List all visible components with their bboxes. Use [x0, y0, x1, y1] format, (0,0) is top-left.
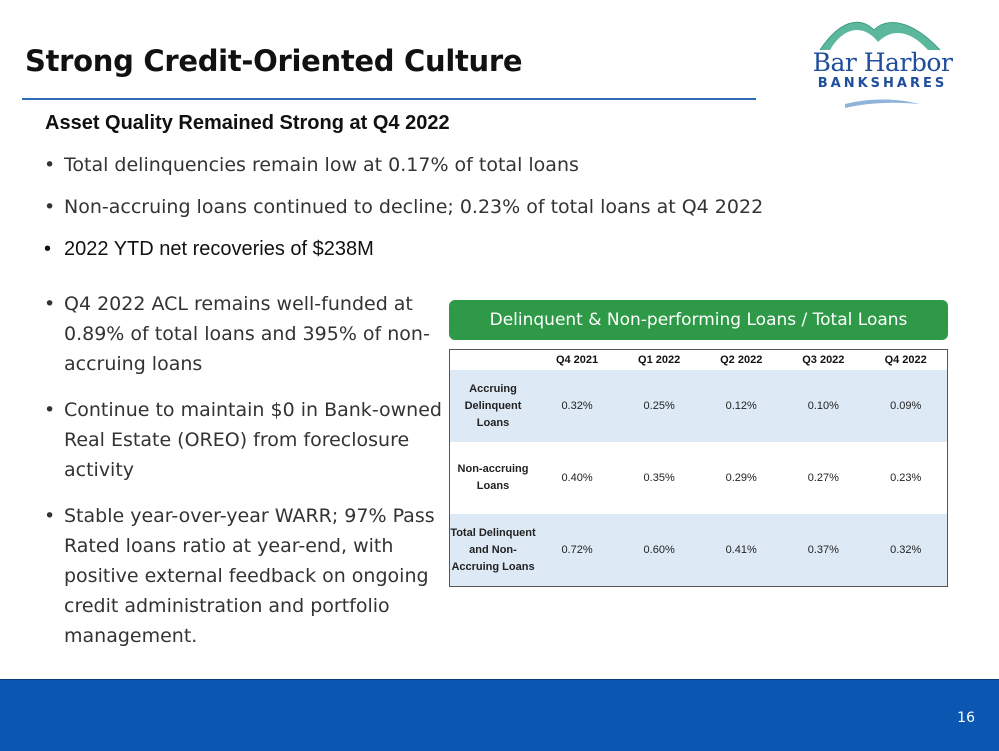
bullet-item: • Total delinquencies remain low at 0.17% of total loans: [42, 150, 842, 180]
loans-table: [449, 349, 948, 587]
table-row: [450, 514, 948, 587]
logo-wordmark: Bar Harbor: [812, 48, 953, 77]
left-bullet-list: [42, 289, 442, 667]
column-header: Q4 2021: [536, 350, 618, 371]
table-cell: 0.40%: [536, 442, 618, 514]
bullet-item: • Q4 2022 ACL remains well-funded at 0.89% of total loans and 395% of non-accruing loans: [42, 289, 442, 379]
table-header-banner: Delinquent & Non-performing Loans / Total Loans: [449, 300, 948, 340]
table-cell: 0.23%: [864, 442, 947, 514]
table-row: [450, 370, 948, 442]
table-row: [450, 442, 948, 514]
table-cell: 0.27%: [782, 442, 864, 514]
column-header: Q1 2022: [618, 350, 700, 371]
table-cell: 0.37%: [782, 514, 864, 587]
bullet-item: • Non-accruing loans continued to decline; 0.23% of total loans at Q4 2022: [42, 192, 842, 222]
row-label: Total Delinquent and Non-Accruing Loans: [450, 514, 537, 587]
page-number: 16: [957, 710, 975, 726]
section-subheading: Asset Quality Remained Strong at Q4 2022: [45, 112, 450, 134]
logo-subwordmark: BANKSHARES: [817, 76, 948, 91]
top-bullet-list: [42, 150, 842, 276]
column-header: Q3 2022: [782, 350, 864, 371]
row-label: Accruing Delinquent Loans: [450, 370, 537, 442]
table-cell: 0.35%: [618, 442, 700, 514]
table-cell: 0.09%: [864, 370, 947, 442]
table-cell: 0.41%: [700, 514, 782, 587]
bullet-item: • Continue to maintain $0 in Bank-owned Real Estate (OREO) from foreclosure activity: [42, 395, 442, 485]
table-cell: 0.72%: [536, 514, 618, 587]
table-cell: 0.32%: [536, 370, 618, 442]
footer-bar: [0, 679, 999, 751]
column-header: [450, 350, 537, 371]
table-cell: 0.60%: [618, 514, 700, 587]
column-header: Q2 2022: [700, 350, 782, 371]
company-logo: [800, 14, 965, 114]
table-cell: 0.25%: [618, 370, 700, 442]
table-cell: 0.29%: [700, 442, 782, 514]
bullet-item: • 2022 YTD net recoveries of $238M: [42, 234, 842, 264]
table-cell: 0.10%: [782, 370, 864, 442]
row-label: Non-accruing Loans: [450, 442, 537, 514]
bullet-item: • Stable year-over-year WARR; 97% Pass Rated loans ratio at year-end, with positive external feedback on ongoing credit administration and portfolio management.: [42, 501, 442, 651]
table-header-row: [450, 350, 948, 371]
slide-title: Strong Credit-Oriented Culture: [25, 44, 523, 78]
table-cell: 0.12%: [700, 370, 782, 442]
column-header: Q4 2022: [864, 350, 947, 371]
title-divider: [22, 98, 756, 100]
table-cell: 0.32%: [864, 514, 947, 587]
